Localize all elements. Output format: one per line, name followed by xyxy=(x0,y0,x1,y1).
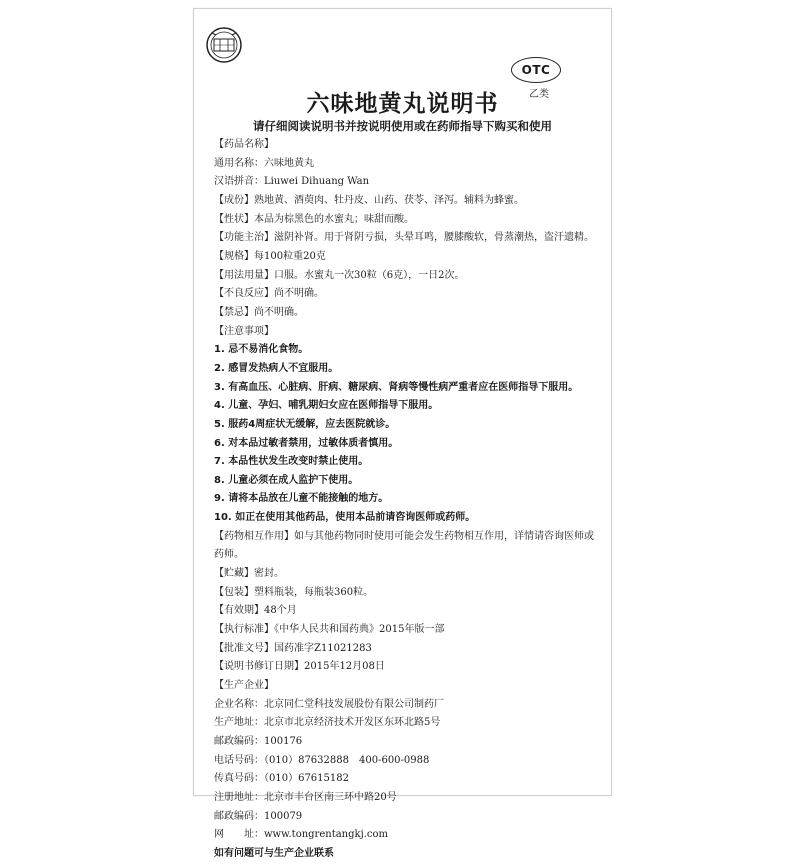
instruction-line: 【不良反应】尚不明确。 xyxy=(214,288,324,300)
instruction-line: 5. 服药4周症状无缓解，应去医院就诊。 xyxy=(214,418,396,430)
instruction-line: 生产地址：北京市北京经济技术开发区东环北路5号 xyxy=(214,717,441,729)
instruction-line: 【有效期】48个月 xyxy=(214,605,297,617)
instruction-line: 【说明书修订日期】2015年12月08日 xyxy=(214,661,385,673)
instruction-line: 【成份】熟地黄、酒萸肉、牡丹皮、山药、茯苓、泽泻。辅料为蜂蜜。 xyxy=(214,194,524,206)
instruction-line: 【药品名称】 xyxy=(214,139,274,150)
instruction-line: 【禁忌】尚不明确。 xyxy=(214,306,304,318)
instruction-line: 【药物相互作用】如与其他药物同时使用可能会发生药物相互作用，详情请咨询医师或药师。 xyxy=(214,530,594,561)
instruction-line: 如有问题可与生产企业联系 xyxy=(214,847,334,859)
instruction-line: 1. 忌不易消化食物。 xyxy=(214,344,309,356)
instruction-line: 【注意事项】 xyxy=(214,325,274,337)
instruction-line: 【包装】塑料瓶装，每瓶装360粒。 xyxy=(214,586,374,598)
instruction-line: 7. 本品性状发生改变时禁止使用。 xyxy=(214,456,369,468)
instruction-line: 8. 儿童必须在成人监护下使用。 xyxy=(214,474,359,486)
instruction-line: 6. 对本品过敏者禁用，过敏体质者慎用。 xyxy=(214,437,399,449)
instruction-line: 10. 如正在使用其他药品，使用本品前请咨询医师或药师。 xyxy=(214,512,476,524)
instruction-line: 【贮藏】密封。 xyxy=(214,568,284,580)
instruction-line: 邮政编码：100079 xyxy=(214,810,303,822)
instruction-line: 9. 请将本品放在儿童不能接触的地方。 xyxy=(214,493,389,505)
instruction-sheet xyxy=(193,8,612,859)
instruction-line: 【批准文号】国药准字Z11021283 xyxy=(214,642,372,654)
instruction-line: 2. 感冒发热病人不宜服用。 xyxy=(214,362,339,374)
instruction-line: 【生产企业】 xyxy=(214,680,274,692)
instruction-content xyxy=(214,136,600,864)
instruction-line: 电话号码：（010）87632888 400-600-0988 xyxy=(214,754,430,766)
instruction-line: 注册地址：北京市丰台区南三环中路20号 xyxy=(214,791,397,803)
instruction-line: 通用名称：六味地黄丸 xyxy=(214,157,314,169)
instruction-line: 传真号码：（010）67615182 xyxy=(214,773,349,785)
instruction-line: 网 址：www.tongrentangkj.com xyxy=(214,829,388,841)
instruction-line: 汉语拼音：Liuwei Dihuang Wan xyxy=(214,176,370,188)
otc-badge: OTC xyxy=(511,57,561,83)
instruction-line: 企业名称：北京同仁堂科技发展股份有限公司制药厂 xyxy=(214,698,444,710)
company-logo-icon xyxy=(204,25,244,65)
page-subtitle: 请仔细阅读说明书并按说明使用或在药师指导下购买和使用 xyxy=(253,119,552,133)
instruction-line: 邮政编码：100176 xyxy=(214,736,303,747)
instruction-line: 4. 儿童、孕妇、哺乳期妇女应在医师指导下服用。 xyxy=(214,400,439,412)
otc-class-label: 乙类 xyxy=(529,89,549,100)
instruction-line: 【用法用量】口服。水蜜丸一次30粒（6克），一日2次。 xyxy=(214,269,465,281)
instruction-line: 【规格】每100粒重20克 xyxy=(214,250,326,262)
instruction-line: 【性状】本品为棕黑色的水蜜丸；味甜而酸。 xyxy=(214,213,414,225)
instruction-line: 【功能主治】滋阴补肾。用于肾阴亏损，头晕耳鸣，腰膝酸软，骨蒸潮热，盗汗遗精。 xyxy=(214,232,594,244)
instruction-line: 3. 有高血压、心脏病、肝病、糖尿病、肾病等慢性病严重者应在医师指导下服用。 xyxy=(214,381,579,393)
page-title: 六味地黄丸说明书 xyxy=(306,91,499,117)
instruction-line: 【执行标准】《中华人民共和国药典》2015年版一部 xyxy=(214,624,445,636)
